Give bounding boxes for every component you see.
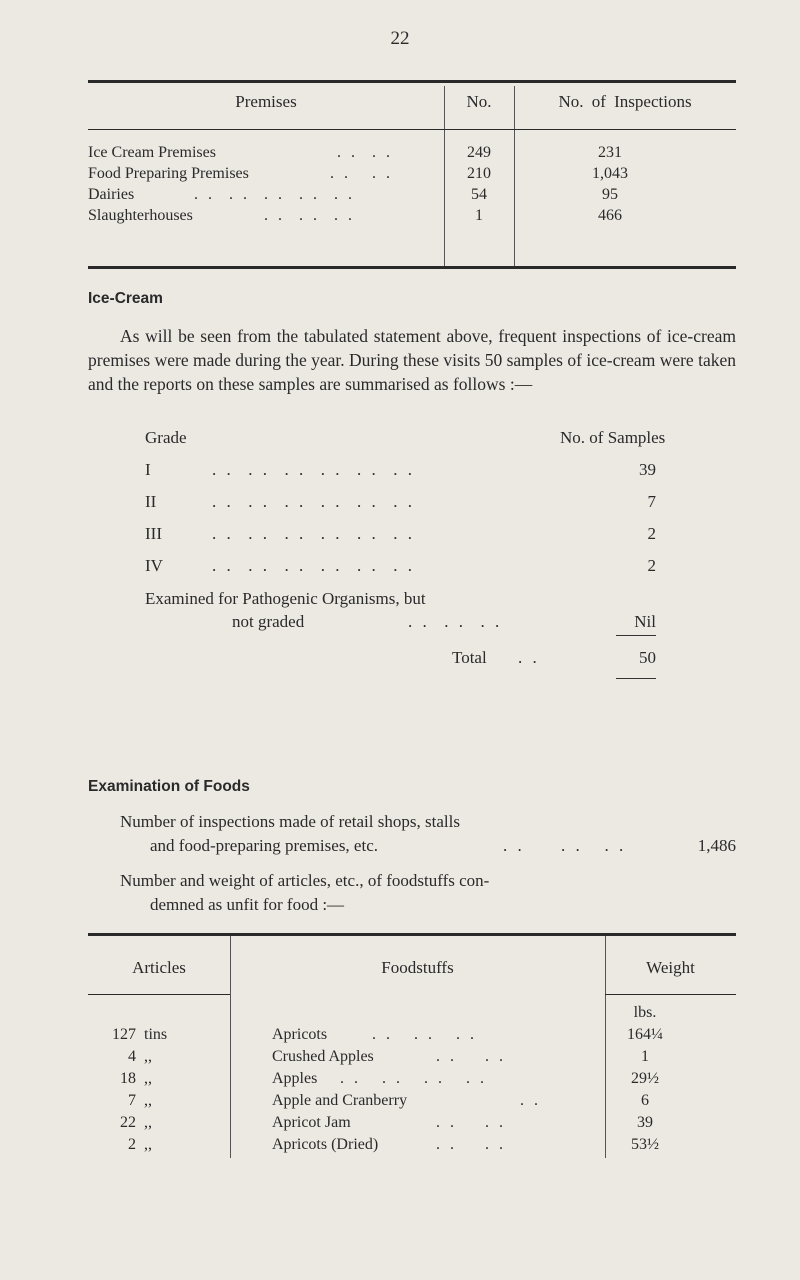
leader-dots: . . . . . . xyxy=(264,207,355,224)
total-label: Total xyxy=(452,648,487,667)
article-unit: ,, xyxy=(144,1114,152,1131)
food-name: Apricots xyxy=(272,1026,328,1043)
inspections-value: 1,486 xyxy=(697,836,736,855)
table-bottom-rule xyxy=(88,266,736,269)
leader-dots: . . . . . . xyxy=(503,836,627,855)
grade-samples: 2 xyxy=(647,524,656,543)
article-unit: ,, xyxy=(144,1136,152,1153)
leader-dots: . . . . . . . . . . xyxy=(194,186,355,203)
inspections-label-line1: Number of inspections made of retail shops, stalls xyxy=(120,812,460,831)
article-count: 18 xyxy=(120,1070,136,1087)
ice-cream-paragraph-text: As will be seen from the tabulated statement above, frequent inspections of ice-cream premises were made during the year. During these visits 50 samples of ice-cream were taken and the reports on these samples are summarised as follows :— xyxy=(88,326,736,394)
premises-count: 54 xyxy=(471,186,487,203)
header-inspections: No. of Inspections xyxy=(558,92,692,111)
table-top-rule xyxy=(88,80,736,83)
inspections-count: 231 xyxy=(598,144,622,161)
premises-name: Slaughterhouses xyxy=(88,207,193,224)
grade-label: I xyxy=(145,460,151,479)
table-top-rule xyxy=(88,933,736,936)
inspections-count: 1,043 xyxy=(592,165,628,182)
header-premises: Premises xyxy=(235,92,297,111)
header-foodstuffs: Foodstuffs xyxy=(381,958,454,977)
grade-label: II xyxy=(145,492,157,511)
inspections-label-line2: and food-preparing premises, etc. xyxy=(150,836,378,855)
header-weight: Weight xyxy=(646,958,695,977)
food-weight: 6 xyxy=(641,1092,649,1109)
ice-cream-paragraph xyxy=(88,324,736,396)
examined-label-line2: not graded xyxy=(232,612,305,631)
total-rule-top xyxy=(616,635,656,636)
food-name: Apricots (Dried) xyxy=(272,1136,379,1153)
leader-dots: . . . . xyxy=(436,1114,506,1131)
grade-samples: 2 xyxy=(647,556,656,575)
article-unit: tins xyxy=(144,1026,168,1043)
premises-count: 1 xyxy=(475,207,483,224)
total-rule-bottom xyxy=(616,678,656,679)
articles-label-line2: demned as unfit for food :— xyxy=(150,895,345,914)
header-articles: Articles xyxy=(132,958,186,977)
premises-name: Food Preparing Premises xyxy=(88,165,249,182)
food-name: Apple and Cranberry xyxy=(272,1092,408,1109)
leader-dots: . . xyxy=(520,1092,541,1109)
leader-dots: . . . . xyxy=(337,144,393,161)
leader-dots: . . . . . . . . . . . . xyxy=(212,556,415,575)
leader-dots: . . . . xyxy=(330,165,393,182)
article-count: 7 xyxy=(128,1092,136,1109)
food-name: Apricot Jam xyxy=(272,1114,351,1131)
leader-dots: . . . . xyxy=(436,1136,506,1153)
grade-label: III xyxy=(145,524,162,543)
leader-dots: . . xyxy=(518,648,540,667)
leader-dots: . . . . . . . . . . . . xyxy=(212,492,415,511)
samples-column-header: No. of Samples xyxy=(560,428,666,447)
article-count: 127 xyxy=(112,1026,136,1043)
total-value: 50 xyxy=(639,648,656,667)
section-heading-examination: Examination of Foods xyxy=(88,778,250,795)
food-weight: 39 xyxy=(637,1114,653,1131)
leader-dots: . . . . . . . . xyxy=(340,1070,487,1087)
food-name: Crushed Apples xyxy=(272,1048,374,1065)
grade-samples: 39 xyxy=(639,460,656,479)
food-weight: 53½ xyxy=(631,1136,659,1153)
article-count: 2 xyxy=(128,1136,136,1153)
article-unit: ,, xyxy=(144,1070,152,1087)
leader-dots: . . . . . . xyxy=(372,1026,477,1043)
food-weight: 29½ xyxy=(631,1070,659,1087)
header-no: No. xyxy=(466,92,492,111)
section-heading-ice-cream: Ice-Cream xyxy=(88,290,163,307)
leader-dots: . . . . . . . . . . . . xyxy=(212,524,415,543)
article-count: 22 xyxy=(120,1114,136,1131)
inspections-count: 466 xyxy=(598,207,622,224)
leader-dots: . . . . . . xyxy=(408,612,503,631)
header-rule xyxy=(88,129,736,130)
premises-name: Dairies xyxy=(88,186,135,203)
page-number: 22 xyxy=(390,28,410,49)
weight-unit: lbs. xyxy=(633,1004,657,1021)
article-unit: ,, xyxy=(144,1092,152,1109)
inspections-count: 95 xyxy=(602,186,618,203)
premises-count: 249 xyxy=(467,144,491,161)
examined-label-line1: Examined for Pathogenic Organisms, but xyxy=(145,589,426,608)
food-weight: 164¼ xyxy=(627,1026,663,1043)
food-name: Apples xyxy=(272,1070,318,1087)
header-rule xyxy=(88,994,230,995)
article-unit: ,, xyxy=(144,1048,152,1065)
grade-samples: 7 xyxy=(647,492,656,511)
premises-name: Ice Cream Premises xyxy=(88,144,216,161)
grade-column-header: Grade xyxy=(145,428,187,447)
articles-label-line1: Number and weight of articles, etc., of foodstuffs con- xyxy=(120,871,490,890)
article-count: 4 xyxy=(128,1048,136,1065)
examined-value: Nil xyxy=(634,612,656,631)
header-rule xyxy=(605,994,736,995)
premises-count: 210 xyxy=(467,165,491,182)
grade-label: IV xyxy=(145,556,163,575)
leader-dots: . . . . xyxy=(436,1048,506,1065)
leader-dots: . . . . . . . . . . . . xyxy=(212,460,415,479)
food-weight: 1 xyxy=(641,1048,649,1065)
